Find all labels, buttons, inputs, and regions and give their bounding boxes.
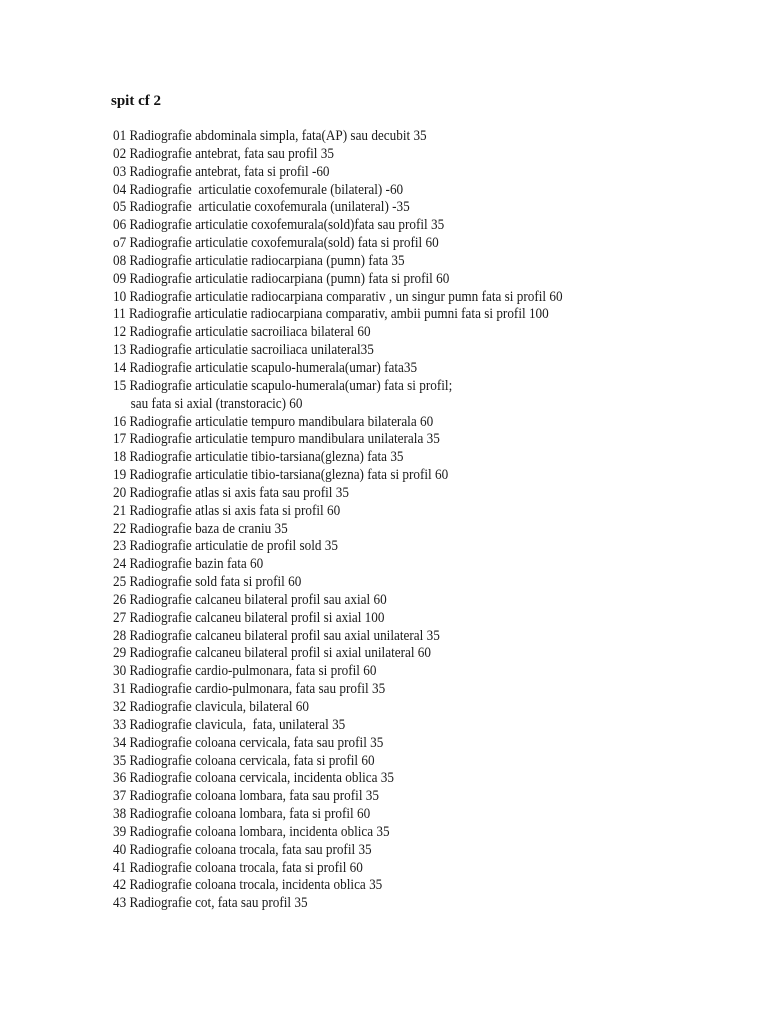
- list-item: 11 Radiografie articulatie radiocarpiana comparativ, ambii pumni fata si profil 100: [113, 306, 549, 323]
- list-item: 33 Radiografie clavicula, fata, unilateral 35: [113, 716, 346, 733]
- list-item: 32 Radiografie clavicula, bilateral 60: [113, 699, 310, 715]
- list-item: 04 Radiografie articulatie coxofemurale (bilateral) -60: [113, 181, 404, 198]
- list-item: 28 Radiografie calcaneu bilateral profil sau axial unilateral 35: [113, 627, 440, 644]
- list-item: 38 Radiografie coloana lombara, fata si profil 60: [113, 806, 371, 823]
- document-title: spit cf 2: [111, 93, 161, 109]
- list-item: 35 Radiografie coloana cervicala, fata si profil 60: [113, 752, 375, 769]
- list-item: 17 Radiografie articulatie tempuro mandibulara unilaterala 35: [113, 431, 440, 448]
- list-item: 01 Radiografie abdominala simpla, fata(AP) sau decubit 35: [113, 128, 427, 144]
- list-item: 09 Radiografie articulatie radiocarpiana (pumn) fata si profil 60: [113, 270, 450, 287]
- list-item: 21 Radiografie atlas si axis fata si profil 60: [113, 502, 341, 519]
- list-item: 40 Radiografie coloana trocala, fata sau profil 35: [113, 841, 372, 858]
- list-item: 16 Radiografie articulatie tempuro mandibulara bilaterala 60: [113, 413, 434, 430]
- list-item: 22 Radiografie baza de craniu 35: [113, 520, 288, 537]
- list-item-continuation: sau fata si axial (transtoracic) 60: [130, 395, 303, 412]
- list-item: 20 Radiografie atlas si axis fata sau profil 35: [113, 484, 349, 501]
- list-item: 10 Radiografie articulatie radiocarpiana comparativ , un singur pumn fata si profil 60: [113, 288, 563, 305]
- list-item: 30 Radiografie cardio-pulmonara, fata si profil 60: [113, 663, 377, 680]
- list-item: 02 Radiografie antebrat, fata sau profil 35: [113, 145, 334, 162]
- list-item: 18 Radiografie articulatie tibio-tarsiana(glezna) fata 35: [113, 449, 404, 466]
- list-item: 36 Radiografie coloana cervicala, incidenta oblica 35: [113, 770, 394, 787]
- list-item: 19 Radiografie articulatie tibio-tarsiana(glezna) fata si profil 60: [113, 467, 449, 484]
- list-item: 06 Radiografie articulatie coxofemurala(sold)fata sau profil 35: [113, 217, 445, 234]
- list-item: 15 Radiografie articulatie scapulo-humerala(umar) fata si profil;: [113, 377, 453, 394]
- list-item: 03 Radiografie antebrat, fata si profil -60: [113, 163, 330, 180]
- list-item: 25 Radiografie sold fata si profil 60: [113, 574, 302, 591]
- list-item: 13 Radiografie articulatie sacroiliaca unilateral35: [113, 342, 374, 359]
- list-item: 05 Radiografie articulatie coxofemurala (unilateral) -35: [113, 199, 410, 216]
- list-item: 34 Radiografie coloana cervicala, fata sau profil 35: [113, 734, 384, 751]
- list-item: 26 Radiografie calcaneu bilateral profil sau axial 60: [113, 591, 387, 608]
- list-item: 42 Radiografie coloana trocala, incidenta oblica 35: [113, 877, 383, 894]
- list-item: 23 Radiografie articulatie de profil sold 35: [113, 538, 338, 555]
- procedure-list: [113, 128, 708, 913]
- list-item: 14 Radiografie articulatie scapulo-humerala(umar) fata35: [113, 359, 418, 376]
- list-item: 24 Radiografie bazin fata 60: [113, 556, 264, 573]
- list-item: o7 Radiografie articulatie coxofemurala(sold) fata si profil 60: [113, 235, 439, 252]
- list-item: 41 Radiografie coloana trocala, fata si profil 60: [113, 859, 363, 876]
- list-item: 27 Radiografie calcaneu bilateral profil si axial 100: [113, 609, 385, 626]
- list-item: 39 Radiografie coloana lombara, incidenta oblica 35: [113, 823, 390, 840]
- list-item: 37 Radiografie coloana lombara, fata sau profil 35: [113, 788, 379, 805]
- list-item: 08 Radiografie articulatie radiocarpiana (pumn) fata 35: [113, 252, 405, 269]
- list-item: 29 Radiografie calcaneu bilateral profil si axial unilateral 60: [113, 645, 432, 662]
- list-item: 43 Radiografie cot, fata sau profil 35: [113, 895, 308, 912]
- list-item: 12 Radiografie articulatie sacroiliaca bilateral 60: [113, 324, 371, 341]
- list-item: 31 Radiografie cardio-pulmonara, fata sau profil 35: [113, 681, 386, 698]
